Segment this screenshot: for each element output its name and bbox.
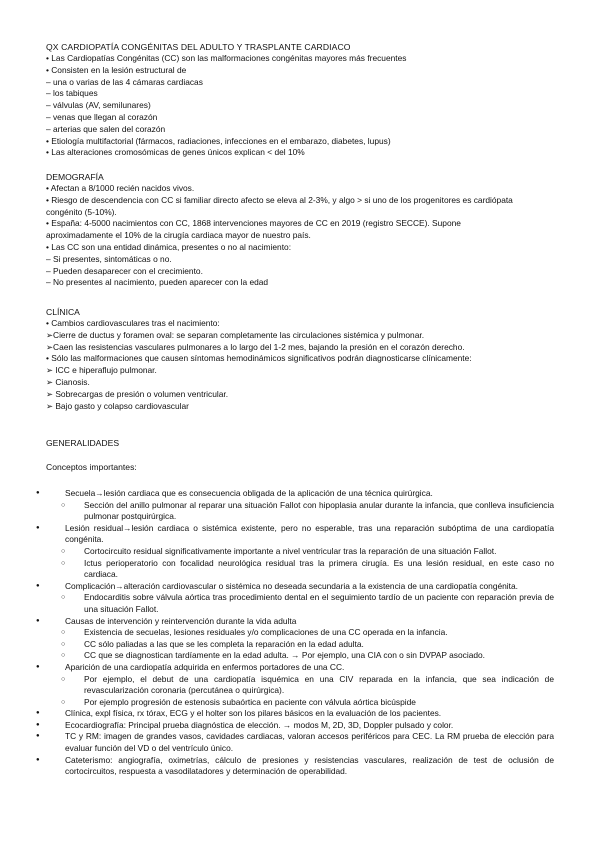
clinica-line: ➢ Bajo gasto y colapso cardiovascular (46, 400, 189, 411)
list-subitem: ○ Cortocircuito residual significativamente importante a nivel ventricular tras la reparación de una situación Fallot. (46, 546, 554, 558)
list-subitem: ○ Sección del anillo pulmonar al reparar una situación Fallot con hipoplasia anular durante la infancia, que conlleva insuficiencia pulmonar postquirúrgica. (46, 500, 554, 523)
intro-line: • Etiología multifactorial (fármacos, radiaciones, infecciones en el embarazo, diabetes, lupus) (46, 135, 391, 146)
intro-line: • Consisten en la lesión estructural de (46, 64, 187, 75)
intro-line: – arterias que salen del corazón (46, 123, 166, 134)
generalidades-list (46, 488, 554, 778)
clinica-line: ➢ Cianosis. (46, 376, 90, 387)
list-item: ● TC y RM: imagen de grandes vasos, cavidades cardiacas, valoran accesos periféricos para CEC. La RM prueba de elección para evaluar función del VD o del ventrículo único. (46, 731, 554, 754)
clinica-line: • Cambios cardiovasculares tras el nacimiento: (46, 318, 220, 328)
intro-line: – una o varias de las 4 cámaras cardiacas (46, 76, 203, 87)
list-subitem: ○ Por ejemplo progresión de estenosis subaórtica en paciente con válvula aórtica bicúspide (46, 697, 554, 709)
conceptos-subheading: Conceptos importantes: (46, 462, 137, 472)
list-item: ● Lesión residual→lesión cardiaca o sistémica existente, pero no esperable, tras una reparación subóptima de una cardiopatía congénita. (46, 523, 554, 546)
generalidades-heading: GENERALIDADES (46, 438, 120, 448)
demografia-line: aproximadamente el 10% de la cirugía cardiaca mayor de nuestro país. (46, 230, 311, 241)
demografia-heading: DEMOGRAFÍA (46, 172, 104, 182)
intro-line: – venas que llegan al corazón (46, 111, 158, 122)
intro-section (46, 41, 566, 159)
demografia-line: congénito (5-10%). (46, 206, 117, 217)
list-item: ● Cateterismo: angiografía, oximetrías, cálculo de presiones y resistencias vasculares, realización de test de oclusión de cortocircuitos, respuesta a vasodilatadores y determinación de operabilidad. (46, 755, 554, 778)
demografia-line: • España: 4-5000 nacimientos con CC, 1868 intervenciones mayores de CC en 2019 (registro SECCE). Supone (46, 218, 461, 229)
list-item: ● Complicación→alteración cardiovascular o sistémica no deseada secundaria a la existencia de una cardiopatía congénita. (46, 581, 554, 593)
demografia-line: – Si presentes, sintomáticas o no. (46, 253, 172, 264)
demografia-section (46, 171, 566, 289)
demografia-line: • Las CC son una entidad dinámica, presentes o no al nacimiento: (46, 241, 292, 252)
list-subitem: ○ CC sólo paliadas a las que se les completa la reparación en la edad adulta. (46, 639, 554, 651)
demografia-line: – Pueden desaparecer con el crecimiento. (46, 265, 203, 276)
list-item: ● Aparición de una cardiopatía adquirida en enfermos portadores de una CC. (46, 662, 554, 674)
document-title: QX CARDIOPATÍA CONGÉNITAS DEL ADULTO Y TRASPLANTE CARDIACO (46, 42, 351, 52)
clinica-line: ➢ Sobrecargas de presión o volumen ventricular. (46, 388, 229, 399)
list-subitem: ○ CC que se diagnostican tardíamente en la edad adulta. → Por ejemplo, una CIA con o sin DVPAP asociado. (46, 650, 554, 662)
demografia-line: • Riesgo de descendencia con CC si familiar directo afecto se eleva al 2-3%, y algo > si uno de los progenitores es cardiópata (46, 194, 513, 205)
generalidades-heading-block (46, 437, 566, 449)
list-subitem: ○ Por ejemplo, el debut de una cardiopatía isquémica en una CIV reparada en la infancia, que sea indicación de revascularización coronaria (percutánea o quirúrgica). (46, 674, 554, 697)
list-item: ● Secuela→lesión cardiaca que es consecuencia obligada de la aplicación de una técnica quirúrgica. (46, 488, 554, 500)
clinica-line: ➢Cierre de ductus y foramen oval: se separan completamente las circulaciones sistémica y pulmonar. (46, 329, 425, 340)
clinica-line: ➢Caen las resistencias vasculares pulmonares a lo largo del 1-2 mes, bajando la presión en el corazón derecho. (46, 341, 465, 352)
clinica-section (46, 306, 566, 412)
demografia-line: – No presentes al nacimiento, pueden aparecer con la edad (46, 277, 269, 288)
clinica-heading: CLÍNICA (46, 307, 80, 317)
list-subitem: ○ Existencia de secuelas, lesiones residuales y/o complicaciones de una CC operada en la infancia. (46, 627, 554, 639)
clinica-line: • Sólo las malformaciones que causen síntomas hemodinámicos significativos podrán diagnosticarse clínicamente: (46, 353, 472, 364)
intro-line: • Las alteraciones cromosómicas de genes únicos explican < del 10% (46, 147, 305, 158)
clinica-line: ➢ ICC e hiperaflujo pulmonar. (46, 365, 157, 376)
list-subitem: ○ Endocarditis sobre válvula aórtica tras procedimiento dental en el seguimiento tardío de un paciente con reparación previa de una situación Fallot. (46, 592, 554, 615)
list-item: ● Clínica, expl física, rx tórax, ECG y el holter son los pilares básicos en la evaluación de los pacientes. (46, 708, 554, 720)
conceptos-subheading-block (46, 461, 566, 473)
intro-line: • Las Cardiopatías Congénitas (CC) son las malformaciones congénitas mayores más frecuentes (46, 53, 407, 63)
demografia-line: • Afectan a 8/1000 recién nacidos vivos. (46, 183, 195, 193)
list-item: ● Ecocardiografía: Principal prueba diagnóstica de elección. → modos M, 2D, 3D, Doppler pulsado y color. (46, 720, 554, 732)
intro-line: – los tabiques (46, 88, 98, 99)
list-subitem: ○ Ictus perioperatorio con focalidad neurológica residual tras la primera cirugía. Es una lesión residual, en este caso no cardiaca. (46, 558, 554, 581)
intro-line: – válvulas (AV, semilunares) (46, 100, 151, 111)
list-item: ● Causas de intervención y reintervención durante la vida adulta (46, 616, 554, 628)
